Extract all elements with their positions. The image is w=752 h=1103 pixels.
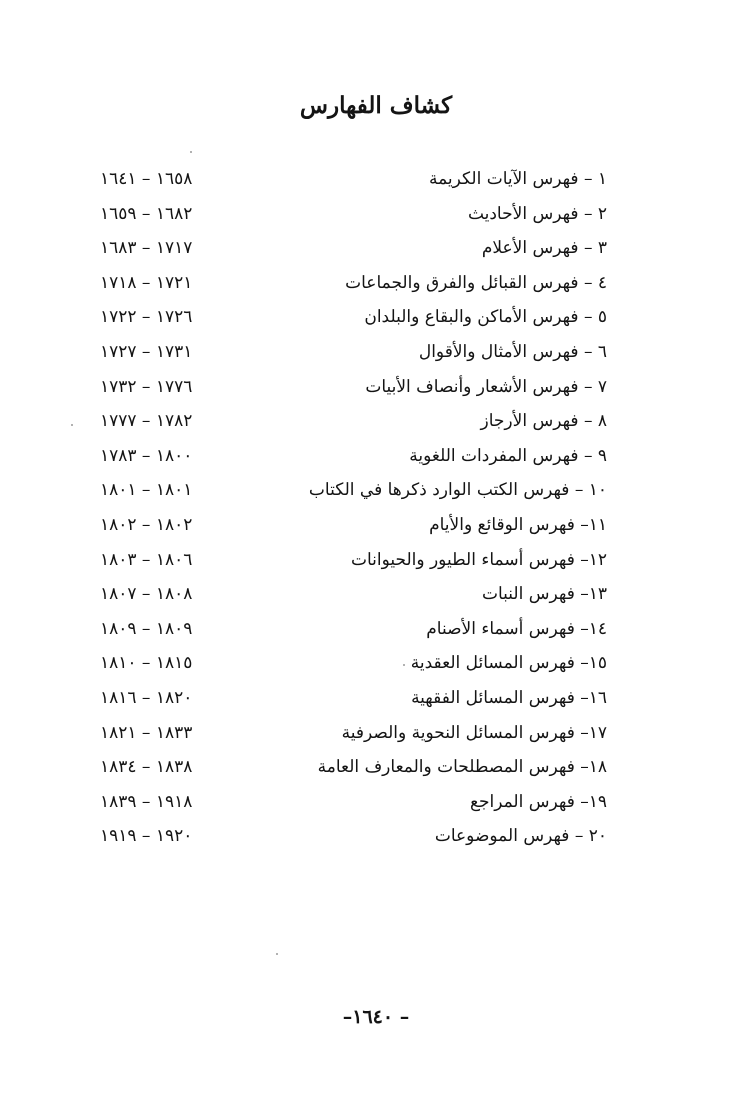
index-entry-title: ٤ – فهرس القبائل والفرق والجماعات: [345, 272, 607, 293]
index-row: [0, 231, 752, 266]
index-row: [0, 577, 752, 612]
index-entry-pages: ١٩٢٠ – ١٩١٩: [100, 826, 193, 847]
index-entry-pages: ١٦٥٨ – ١٦٤١: [100, 169, 193, 189]
index-row: [0, 404, 752, 439]
index-entry-pages: ١٩١٨ – ١٨٣٩: [100, 791, 193, 812]
index-row: [0, 335, 752, 370]
index-entry-pages: ١٧٨٢ – ١٧٧٧: [100, 411, 193, 432]
index-entry-pages: ١٧٣١ – ١٧٢٧: [100, 341, 193, 362]
index-entry-title: ١٦– فهرس المسائل الفقهية: [411, 687, 607, 708]
index-row: [0, 716, 752, 751]
index-entry-title: ٨ – فهرس الأرجاز: [480, 411, 607, 432]
index-row: [0, 473, 752, 508]
index-row: [0, 300, 752, 335]
index-entry-title: ١٨– فهرس المصطلحات والمعارف العامة: [317, 757, 607, 778]
page-number: –١٦٤٠ –: [342, 1006, 410, 1028]
index-entry-title: ٦ – فهرس الأمثال والأقوال: [418, 341, 607, 362]
page-title: كشاف الفهارس: [299, 92, 453, 119]
index-entry-pages: ١٨٠٩ – ١٨٠٩: [100, 618, 193, 639]
index-entry-pages: ١٨٠٢ – ١٨٠٢: [100, 514, 193, 535]
index-row: [0, 750, 752, 785]
index-entry-pages: ١٧٢١ – ١٧١٨: [100, 272, 193, 293]
index-entry-title: ١٥– فهرس المسائل العقدية: [410, 653, 607, 674]
index-entry-pages: ١٧٧٦ – ١٧٣٢: [100, 376, 193, 397]
paper-speck: [190, 151, 192, 153]
index-row: [0, 439, 752, 474]
index-entry-title: ١٩– فهرس المراجع: [469, 791, 607, 812]
index-entry-pages: ١٨١٥ – ١٨١٠: [100, 653, 193, 674]
index-entry-pages: ١٨٠٠ – ١٧٨٣: [100, 445, 193, 466]
index-row: [0, 681, 752, 716]
index-row: [0, 370, 752, 405]
index-entry-title: ١ – فهرس الآيات الكريمة: [428, 169, 607, 189]
index-entry-title: ٥ – فهرس الأماكن والبقاع والبلدان: [364, 307, 607, 328]
index-row: [0, 197, 752, 232]
index-row: [0, 785, 752, 820]
index-row: [0, 612, 752, 647]
paper-speck: [276, 953, 278, 955]
index-list: [0, 162, 752, 854]
index-entry-pages: ١٨٠٨ – ١٨٠٧: [100, 584, 193, 605]
index-entry-pages: ١٨٠١ – ١٨٠١: [100, 480, 193, 501]
index-row: [0, 508, 752, 543]
index-entry-title: ١٢– فهرس أسماء الطيور والحيوانات: [350, 549, 607, 570]
index-entry-title: ٩ – فهرس المفردات اللغوية: [409, 445, 607, 466]
index-row: [0, 646, 752, 681]
index-entry-title: ٣ – فهرس الأعلام: [481, 238, 607, 259]
index-entry-title: ١١– فهرس الوقائع والأيام: [429, 514, 607, 535]
index-entry-title: ١٣– فهرس النبات: [481, 584, 607, 605]
index-entry-pages: ١٨٣٨ – ١٨٣٤: [100, 757, 193, 778]
index-entry-title: ١٤– فهرس أسماء الأصنام: [426, 618, 607, 639]
index-entry-title: ٢ – فهرس الأحاديث: [467, 203, 607, 224]
index-entry-pages: ١٧٢٦ – ١٧٢٢: [100, 307, 193, 328]
index-entry-title: ٧ – فهرس الأشعار وأنصاف الأبيات: [365, 376, 607, 397]
index-entry-pages: ١٨٠٦ – ١٨٠٣: [100, 549, 193, 570]
index-entry-pages: ١٦٨٢ – ١٦٥٩: [100, 203, 193, 224]
index-row: [0, 819, 752, 854]
index-row: [0, 543, 752, 578]
index-entry-pages: ١٨٣٣ – ١٨٢١: [100, 722, 193, 743]
index-entry-title: ١٠ – فهرس الكتب الوارد ذكرها في الكتاب: [308, 480, 607, 501]
index-entry-title: ٢٠ – فهرس الموضوعات: [434, 826, 607, 847]
index-row: [0, 162, 752, 197]
index-row: [0, 266, 752, 301]
index-entry-title: ١٧– فهرس المسائل النحوية والصرفية: [341, 722, 607, 743]
index-entry-pages: ١٨٢٠ – ١٨١٦: [100, 687, 193, 708]
index-entry-pages: ١٧١٧ – ١٦٨٣: [100, 238, 193, 259]
